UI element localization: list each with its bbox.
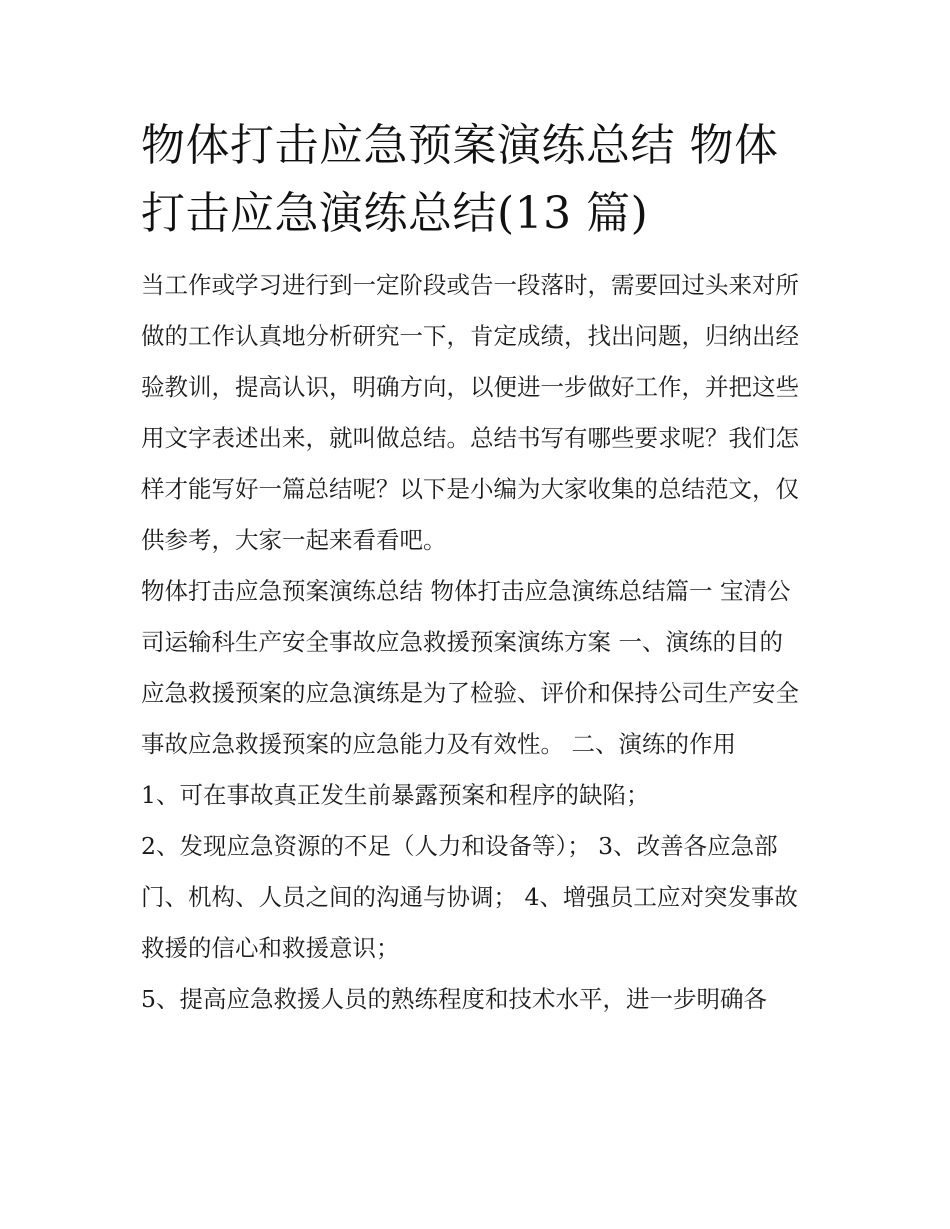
- paragraph-items-2-4: 2、发现应急资源的不足（人力和设备等）； 3、改善各应急部门、机构、人员之间的沟通与协调； 4、增强员工应对突发事故救援的信心和救援意识；: [141, 832, 798, 962]
- paragraph-item-5: 5、提高应急救援人员的熟练程度和技术水平，进一步明确各: [141, 985, 767, 1013]
- document-title: 物体打击应急预案演练总结 物体打击应急演练总结(13 篇): [141, 120, 779, 239]
- paragraph-item-1: 1、可在事故真正发生前暴露预案和程序的缺陷；: [141, 781, 650, 809]
- paragraph-intro: 当工作或学习进行到一定阶段或告一段落时，需要回过头来对所做的工作认真地分析研究一下，肯定成绩，找出问题，归纳出经验教训，提高认识，明确方向，以便进一步做好工作，并把这些用文字表述出来，就叫做总结。总结书写有哪些要求呢？我们怎样才能写好一篇总结呢？以下是小编为大家收集的总结范文，仅供参考，大家一起来看看吧。: [141, 271, 799, 554]
- document-body: [141, 260, 813, 1025]
- paragraph-section-heading: 物体打击应急预案演练总结 物体打击应急演练总结篇一 宝清公司运输科生产安全事故应急救援预案演练方案 一、演练的目的: [141, 577, 791, 656]
- paragraph-purpose: 应急救援预案的应急演练是为了检验、评价和保持公司生产安全事故应急救援预案的应急能力及有效性。 二、演练的作用: [141, 679, 799, 758]
- document-page: [141, 112, 813, 1025]
